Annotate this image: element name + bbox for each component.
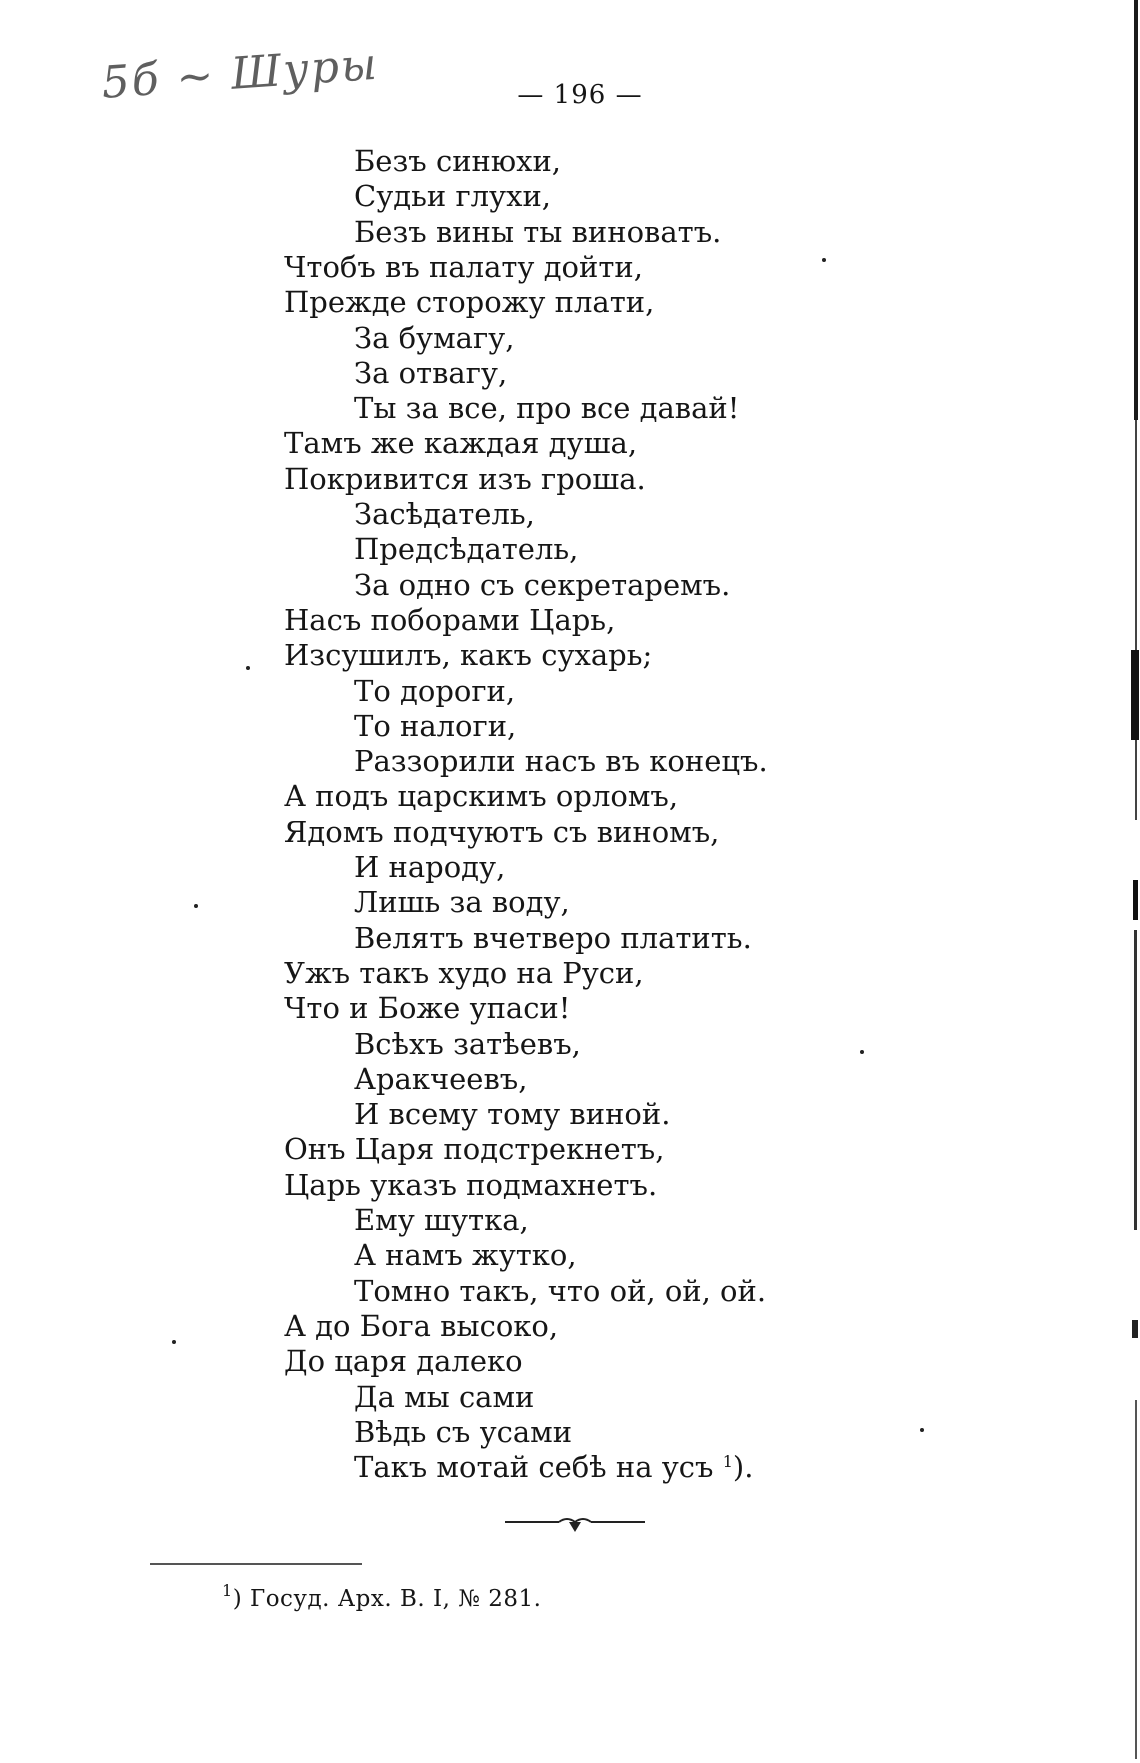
poem-line [284, 779, 678, 814]
poem-line-text: Ужъ такъ худо на Руси, [284, 955, 644, 990]
footnote-separator [150, 1563, 362, 1565]
scan-speck [920, 1428, 924, 1432]
poem-line-text: То налоги, [354, 708, 517, 743]
poem-line-text: Что и Боже упаси! [284, 991, 571, 1026]
scan-speck [172, 1340, 176, 1344]
poem-line [354, 1380, 534, 1415]
poem-line-text: Тамъ же каждая душа, [284, 426, 638, 461]
poem-line-text: До царя далеко [284, 1344, 523, 1379]
poem-line [354, 674, 515, 709]
poem-line-text: Такъ мотай себѣ на усъ [354, 1450, 714, 1485]
poem-line [284, 603, 615, 638]
poem-line [354, 885, 570, 920]
poem-line-text: Прежде сторожу плати, [284, 285, 655, 320]
handwritten-annotation: 5б ~ Шуры [100, 38, 381, 109]
poem-line [354, 391, 739, 426]
poem-line [354, 532, 578, 567]
scan-speck [194, 904, 198, 908]
scan-speck [246, 666, 250, 670]
poem-line [284, 426, 637, 461]
poem-line [284, 1168, 657, 1203]
poem-line [354, 1027, 581, 1062]
poem-line-text: За отвагу, [354, 355, 508, 390]
footnote-marker: 1 [222, 1581, 233, 1600]
poem-line [354, 1203, 529, 1238]
poem-line-text: Предсѣдатель, [354, 532, 579, 567]
poem-line [284, 991, 570, 1026]
poem-line [284, 1344, 523, 1379]
poem-line-text: То дороги, [354, 673, 516, 708]
poem-line-text: Насъ поборами Царь, [284, 602, 616, 637]
poem-line-text: Царь указъ подмахнетъ. [284, 1167, 658, 1202]
poem-line [354, 497, 535, 532]
poem-line [354, 1062, 527, 1097]
poem-line-text: Покривится изъ гроша. [284, 461, 646, 496]
poem-line [354, 356, 507, 391]
footnote-text: ) Госуд. Арх. В. I, № 281. [232, 1586, 542, 1612]
poem-line-text: Ему шутка, [354, 1203, 529, 1237]
poem-line [284, 462, 646, 497]
poem-line [354, 215, 721, 250]
poem-line-text: А до Бога высоко, [284, 1308, 559, 1343]
poem-line-text: Изсушилъ, какъ сухарь; [284, 638, 653, 673]
poem-line [354, 1274, 766, 1309]
poem-line-text: Лишь за воду, [354, 885, 570, 920]
page-number: — 196 — [517, 80, 643, 110]
poem-line [354, 568, 730, 603]
footnote-reference: 1 [722, 1452, 733, 1472]
poem-line-text: Вѣдь съ усами [354, 1414, 573, 1449]
poem-line-text: Засѣдатель, [354, 497, 535, 531]
scan-speck [860, 1050, 864, 1054]
poem-line-text: Аракчеевъ, [354, 1061, 528, 1096]
poem-line-text: Раззорили насъ въ конецъ. [354, 744, 768, 779]
poem-line-text: А подъ царскимъ орломъ, [284, 779, 679, 814]
poem-line [284, 956, 644, 991]
poem-line-text: А намъ жутко, [354, 1238, 577, 1273]
poem-line-text: За одно съ секретаремъ. [354, 567, 731, 602]
poem-line [354, 1238, 577, 1273]
poem-line-text: И всему тому виной. [354, 1097, 671, 1132]
poem-line [354, 321, 514, 356]
poem-line [284, 638, 652, 673]
poem-line [354, 1415, 572, 1450]
footnote [222, 1581, 542, 1612]
poem-line [354, 850, 505, 885]
poem-line-text: Всѣхъ затѣевъ, [354, 1026, 581, 1061]
poem-line-text: Онъ Царя подстрекнетъ, [284, 1132, 665, 1167]
poem-line [284, 1132, 664, 1167]
poem-line [354, 144, 561, 179]
poem-line [354, 179, 551, 214]
poem-line [354, 1097, 670, 1132]
ornament-divider-icon [505, 1514, 645, 1536]
poem-line [354, 1450, 753, 1485]
poem-line-text: Ты за все, про все давай! [354, 391, 740, 426]
poem-line-text: Судьи глухи, [354, 179, 552, 214]
poem-line-text: Чтобъ въ палату дойти, [284, 249, 643, 284]
poem-line-text: За бумагу, [354, 320, 515, 355]
poem-line [354, 921, 752, 956]
scan-speck [822, 258, 826, 262]
poem-line-text: Ядомъ подчуютъ съ виномъ, [284, 814, 720, 849]
poem-line-punctuation: ). [732, 1450, 754, 1485]
poem-line-text: Томно такъ, что ой, ой, ой. [354, 1273, 767, 1308]
poem-line-text: Безъ вины ты виноватъ. [354, 214, 722, 249]
poem-line [284, 1309, 558, 1344]
poem-line [284, 250, 643, 285]
poem-line-text: Безъ синюхи, [354, 144, 562, 178]
poem-line [354, 709, 516, 744]
poem-line-text: Да мы сами [354, 1379, 535, 1414]
poem-line-text: И народу, [354, 850, 506, 884]
page-edge-scan-artifact [1116, 0, 1140, 1759]
poem-line-text: Велятъ вчетверо платить. [354, 920, 752, 955]
poem-line [354, 744, 768, 779]
poem-line [284, 285, 654, 320]
poem-line [284, 815, 719, 850]
